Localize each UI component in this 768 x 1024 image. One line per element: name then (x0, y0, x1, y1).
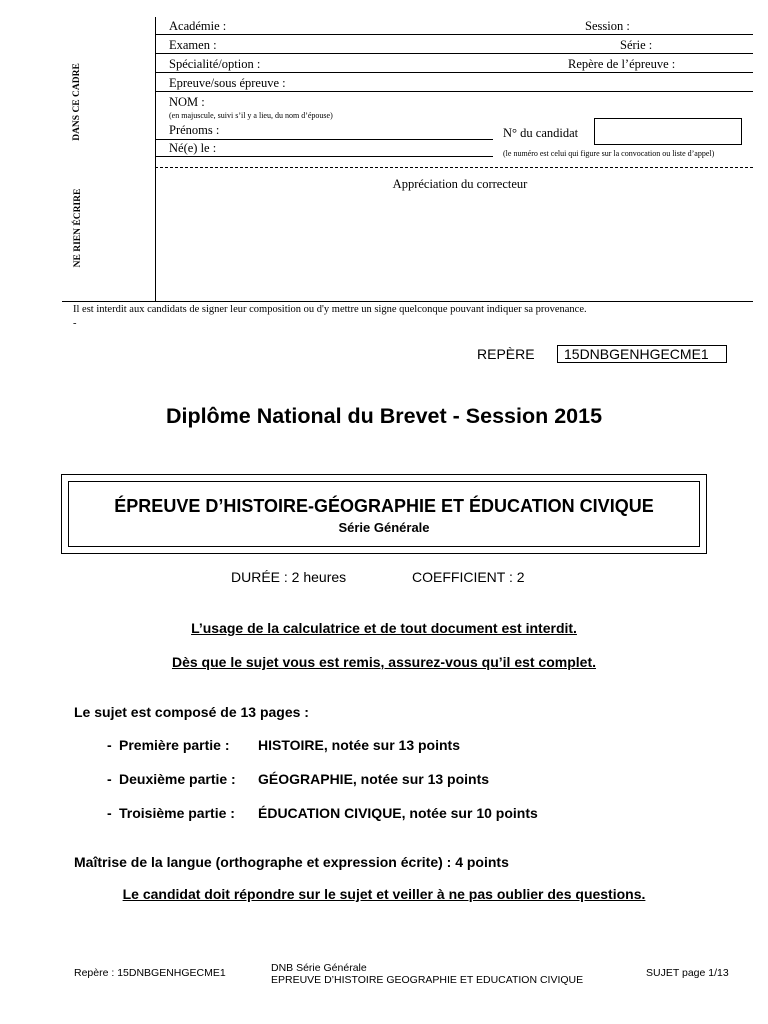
composition-text: Le sujet est composé de 13 pages : (74, 704, 309, 720)
rule-calculator: L’usage de la calculatrice et de tout document est interdit. (191, 620, 577, 636)
candidat-label: N° du candidat (503, 126, 579, 140)
duree-text: DURÉE : 2 heures (231, 569, 347, 585)
serie-label: Série : (620, 38, 653, 52)
part-name: Troisième partie : (119, 805, 235, 821)
exam-subtitle: Série Générale (338, 520, 430, 535)
repere-code: 15DNBGENHGECME1 (557, 345, 727, 363)
nee-label: Né(e) le : (169, 141, 217, 155)
part-dash: - (107, 805, 112, 821)
nom-note: (en majuscule, suivi s’il y a lieu, du nom d’épouse) (169, 111, 333, 120)
dash-mark: - (73, 318, 77, 329)
vertical-label-bottom: NE RIEN ÉCRIRE (73, 188, 83, 268)
form-line-6 (155, 156, 493, 157)
footer-repere: Repère : 15DNBGENHGECME1 (74, 967, 226, 979)
footer-page-number: SUJET page 1/13 (646, 967, 729, 979)
part-dash: - (107, 771, 112, 787)
examen-label: Examen : (169, 38, 217, 52)
exam-title-box (61, 474, 707, 554)
candidat-number-field[interactable] (594, 118, 742, 145)
form-line-1 (155, 34, 753, 35)
repere-label: REPÈRE (477, 346, 535, 362)
page-title: Diplôme National du Brevet - Session 2015 (165, 404, 603, 428)
footer-center-line2: EPREUVE D’HISTOIRE GEOGRAPHIE ET EDUCATION CIVIQUE (271, 974, 584, 986)
vertical-label-top: DANS CE CADRE (72, 63, 82, 141)
coefficient-text: COEFFICIENT : 2 (412, 569, 525, 585)
repere-epreuve-label: Repère de l’épreuve : (568, 57, 676, 71)
session-label: Session : (585, 19, 630, 33)
epreuve-label: Epreuve/sous épreuve : (169, 76, 286, 90)
specialite-label: Spécialité/option : (169, 57, 261, 71)
nom-label: NOM : (169, 95, 205, 109)
exam-title-inner-box (68, 481, 700, 547)
interdiction-notice: Il est interdit aux candidats de signer leur composition ou d'y mettre un signe quelconque pouvant indiquer sa provenance. (73, 304, 587, 315)
candidat-note: (le numéro est celui qui figure sur la convocation ou liste d’appel) (503, 149, 715, 158)
footer-center-line1: DNB Série Générale (271, 962, 367, 974)
form-bottom-border (62, 301, 753, 302)
form-line-2 (155, 53, 753, 54)
maitrise-text: Maîtrise de la langue (orthographe et expression écrite) : 4 points (74, 854, 509, 870)
form-line-5 (155, 139, 493, 140)
prenoms-label: Prénoms : (169, 123, 220, 137)
part-name: Première partie : (119, 737, 230, 753)
form-left-border (155, 17, 156, 301)
form-dashed-separator (155, 167, 753, 168)
form-line-3 (155, 72, 753, 73)
part-desc: ÉDUCATION CIVIQUE, notée sur 10 points (258, 805, 538, 821)
consigne-text: Le candidat doit répondre sur le sujet et veiller à ne pas oublier des questions. (122, 886, 646, 902)
form-line-4 (155, 91, 753, 92)
exam-title: ÉPREUVE D’HISTOIRE-GÉOGRAPHIE ET ÉDUCATION CIVIQUE (114, 496, 654, 516)
part-dash: - (107, 737, 112, 753)
appreciation-label: Appréciation du correcteur (392, 177, 528, 191)
part-name: Deuxième partie : (119, 771, 236, 787)
rule-complete: Dès que le sujet vous est remis, assurez-vous qu’il est complet. (171, 654, 597, 670)
part-desc: GÉOGRAPHIE, notée sur 13 points (258, 771, 490, 787)
part-desc: HISTOIRE, notée sur 13 points (258, 737, 461, 753)
academie-label: Académie : (169, 19, 227, 33)
